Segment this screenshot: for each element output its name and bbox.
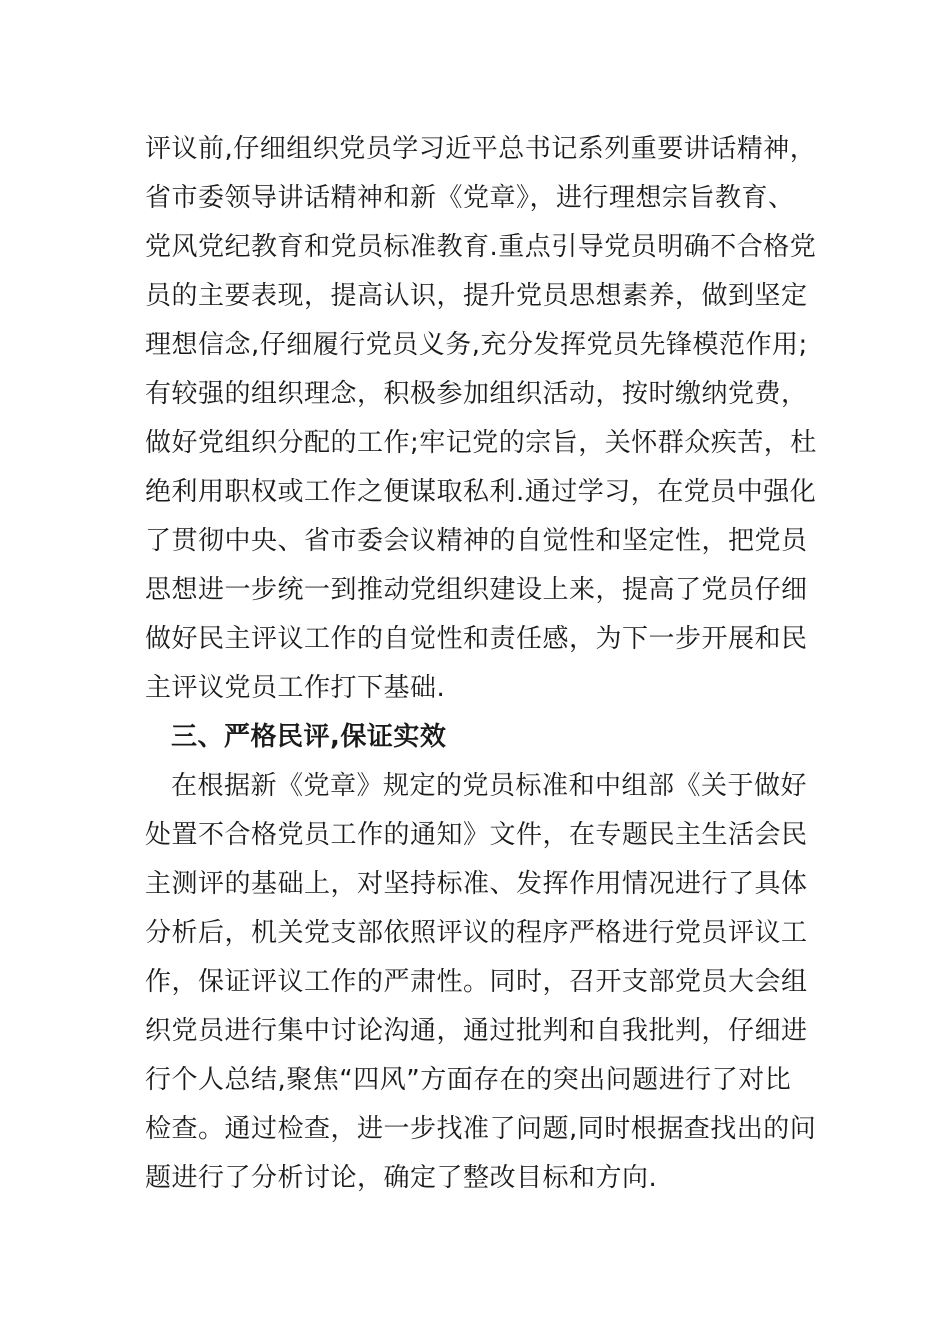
text-line: 党风党纪教育和党员标准教育.重点引导党员明确不合格党 <box>145 232 817 262</box>
text-line: 分析后，机关党支部依照评议的程序严格进行党员评议工 <box>145 918 808 948</box>
text-line: 做好民主评议工作的自觉性和责任感，为下一步开展和民 <box>145 624 808 654</box>
text-line: 题进行了分析讨论，确定了整改目标和方向. <box>145 1163 658 1193</box>
text-line: 评议前,仔细组织党员学习近平总书记系列重要讲话精神， <box>145 134 817 164</box>
text-line: 织党员进行集中讨论沟通，通过批判和自我批判，仔细进 <box>145 1016 808 1046</box>
section-heading: 三、严格民评,保证实效 <box>171 722 447 752</box>
text-line: 有较强的组织理念，积极参加组织活动，按时缴纳党费， <box>145 379 808 409</box>
text-line: 行个人总结,聚焦“四风”方面存在的突出问题进行了对比 <box>145 1065 792 1095</box>
text-line: 员的主要表现，提高认识，提升党员思想素养，做到坚定 <box>145 281 808 311</box>
text-line: 主测评的基础上，对坚持标准、发挥作用情况进行了具体 <box>145 869 808 899</box>
text-line: 绝利用职权或工作之便谋取私利.通过学习，在党员中强化 <box>145 477 817 507</box>
text-line: 处置不合格党员工作的通知》文件，在专题民主生活会民 <box>145 820 808 850</box>
text-line: 理想信念,仔细履行党员义务,充分发挥党员先锋模范作用; <box>145 330 808 360</box>
text-line: 了贯彻中央、省市委会议精神的自觉性和坚定性，把党员 <box>145 526 808 556</box>
text-line: 省市委领导讲话精神和新《党章》，进行理想宗旨教育、 <box>145 183 795 213</box>
text-line: 在根据新《党章》规定的党员标准和中组部《关于做好 <box>171 771 808 801</box>
text-line: 做好党组织分配的工作;牢记党的宗旨，关怀群众疾苦，杜 <box>145 428 817 458</box>
text-line: 思想进一步统一到推动党组织建设上来，提高了党员仔细 <box>145 575 808 605</box>
text-line: 主评议党员工作打下基础. <box>145 673 446 703</box>
document-body <box>145 125 845 1203</box>
text-line: 作，保证评议工作的严肃性。同时，召开支部党员大会组 <box>145 967 808 997</box>
text-line: 检查。通过检查，进一步找准了问题,同时根据查找出的问 <box>145 1114 817 1144</box>
